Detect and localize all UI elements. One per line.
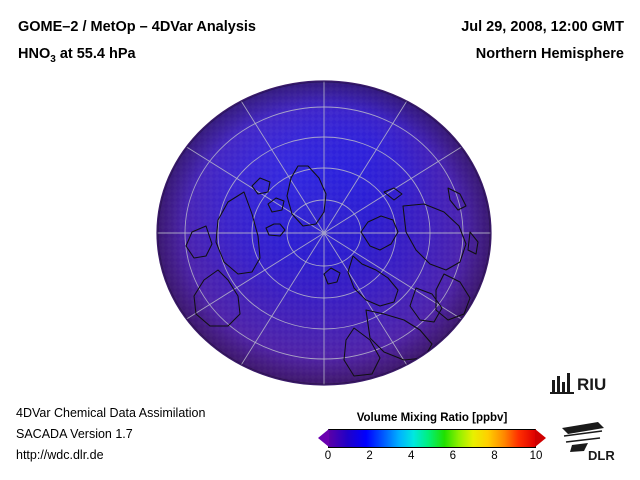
riu-logo [550,372,622,394]
colorbar-tick-6: 6 [449,450,456,462]
species-subscript: 3 [50,53,56,65]
colorbar-title: Volume Mixing Ratio [ppbv] [356,412,508,424]
header-left-block [18,14,348,73]
dlr-logo [558,412,622,464]
globe-map [148,74,500,392]
colorbar-ticks [324,450,543,466]
colorbar-block [318,412,546,466]
footer-left-block [16,403,316,466]
colorbar-gradient [328,429,536,448]
species-line [18,41,348,73]
riu-logo-text: RIU [577,375,607,394]
species-prefix: HNO [18,46,51,62]
colorbar-tick-8: 8 [491,450,498,462]
page-title: GOME–2 / MetOp – 4DVar Analysis [18,19,256,35]
globe-svg [148,74,500,392]
riu-mark-icon [550,373,574,394]
timestamp-label: Jul 29, 2008, 12:00 GMT [461,19,624,35]
globe-overlays [157,81,491,385]
dlr-logo-text: DLR [588,448,615,463]
colorbar-tick-4: 4 [407,450,415,462]
colorbar-tick-0: 0 [324,450,332,462]
colorbar-tick-10: 10 [529,450,543,462]
footer-line-url[interactable]: http://wdc.dlr.de [16,448,104,462]
footer-line-assimilation: 4DVar Chemical Data Assimilation [16,406,206,420]
region-label: Northern Hemisphere [475,46,624,62]
species-suffix: at 55.4 hPa [55,46,136,62]
header-right-block [324,14,624,68]
colorbar-tick-2: 2 [366,450,373,462]
footer-line-version: SACADA Version 1.7 [16,427,133,441]
